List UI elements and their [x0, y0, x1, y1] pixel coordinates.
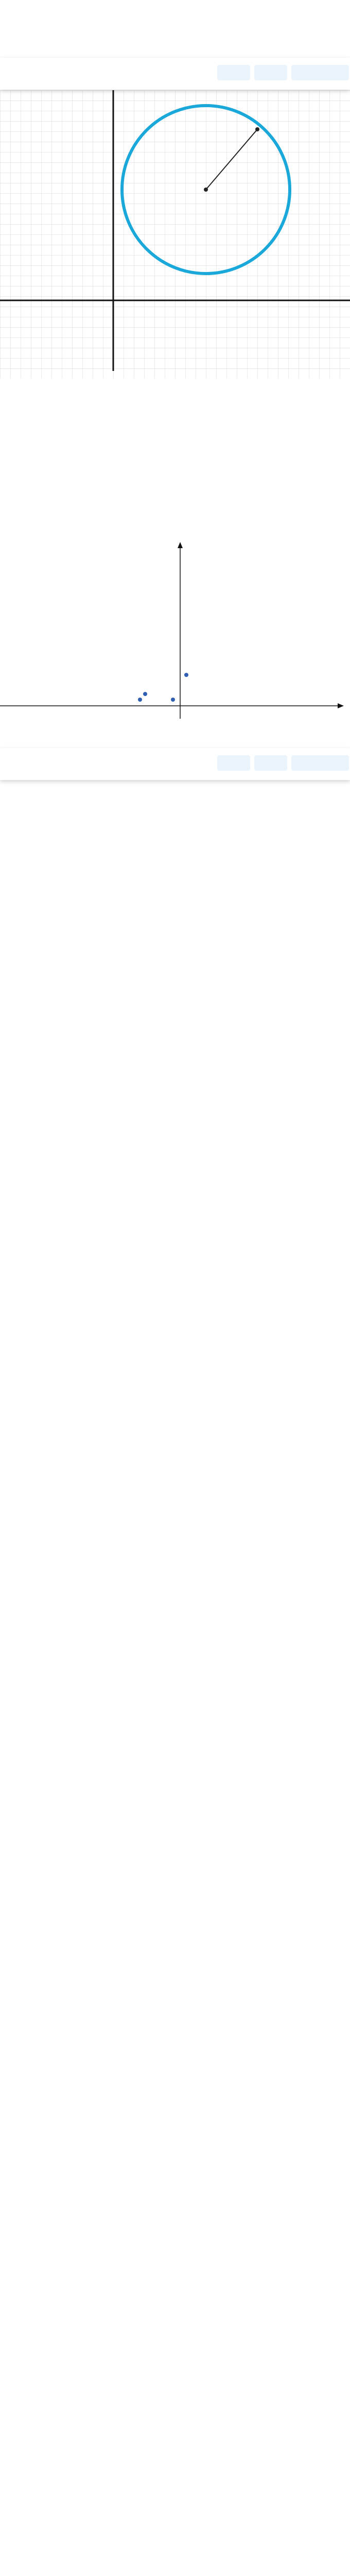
graph-2-svg [0, 788, 350, 1041]
center-point [204, 188, 208, 192]
point-c [143, 692, 147, 696]
all-exercises-button[interactable] [291, 755, 349, 771]
figure-graph-1 [0, 536, 350, 719]
figure-graph-2 [0, 788, 350, 1041]
next-exercise-button[interactable] [254, 755, 287, 771]
point-m [184, 673, 188, 677]
next-exercise-button[interactable] [254, 65, 287, 80]
figure-circle-grid [0, 90, 350, 379]
circle-grid-svg [0, 90, 350, 379]
exercise-header [0, 58, 350, 90]
all-exercises-button[interactable] [291, 65, 349, 80]
prev-exercise-button[interactable] [217, 755, 250, 771]
graph-1-svg [0, 536, 350, 719]
circle-point-m [255, 127, 259, 131]
prev-exercise-button[interactable] [217, 65, 250, 80]
exercise-header [0, 748, 350, 780]
